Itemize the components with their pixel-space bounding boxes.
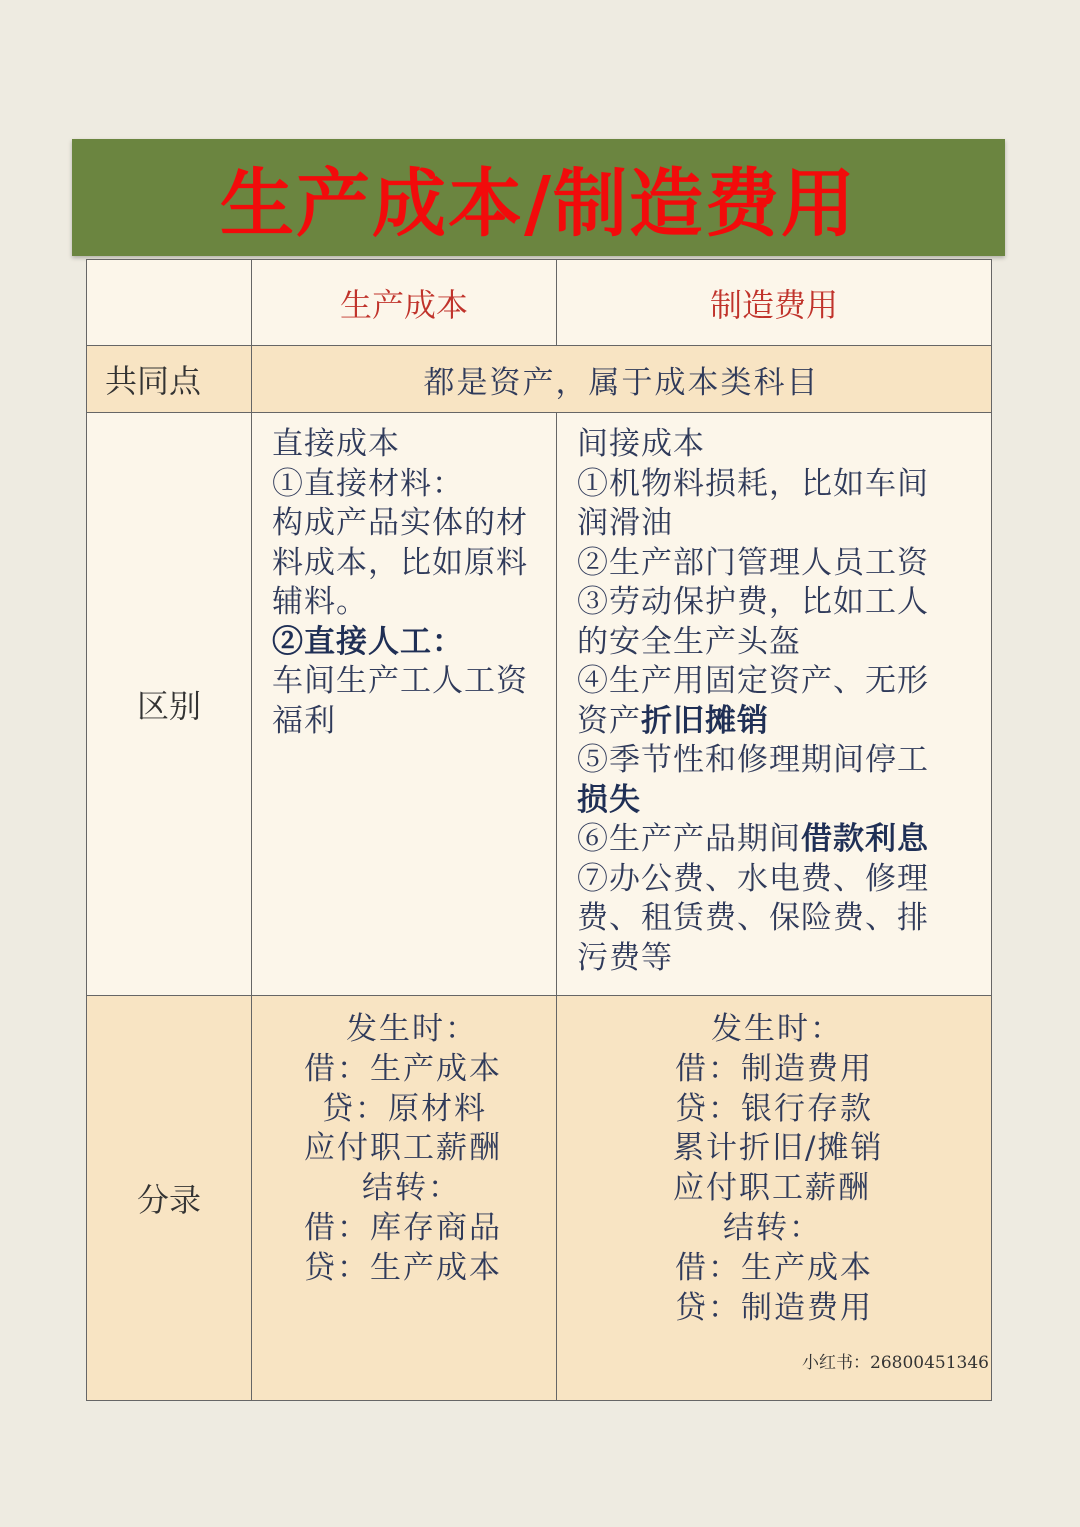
header-corner-cell	[87, 260, 252, 346]
difference-b-text: ⑥生产产品期间	[577, 821, 801, 857]
common-text: 都是资产，属于成本类科目	[252, 346, 992, 413]
entry-line: 累计折旧/摊销	[673, 1130, 884, 1167]
difference-b-bold-text: 损失	[577, 781, 641, 818]
entry-line: 借：生产成本	[304, 1050, 502, 1087]
difference-a-line: ②直接人工：	[272, 623, 464, 660]
difference-a-line: 辅料。	[272, 584, 368, 620]
entry-line: 借：制造费用	[675, 1050, 873, 1087]
difference-b-line	[577, 860, 977, 900]
entry-line: 应付职工薪酬	[673, 1170, 871, 1207]
difference-b-line	[577, 741, 977, 781]
comparison-table	[86, 259, 992, 1401]
page-title: 生产成本/制造费用	[219, 160, 858, 247]
difference-manufacturing-overhead	[557, 413, 992, 996]
common-label: 共同点	[87, 346, 252, 413]
entry-row	[87, 996, 992, 1401]
entry-line: 结转：	[723, 1209, 822, 1246]
difference-b-line	[577, 623, 977, 663]
difference-b-line	[577, 702, 977, 742]
difference-a-line: 车间生产工人工资	[272, 663, 528, 699]
entry-line: 结转：	[362, 1170, 461, 1207]
difference-b-bold-text: 折旧摊销	[641, 702, 769, 739]
header-row	[87, 260, 992, 346]
difference-b-line	[577, 465, 977, 505]
difference-b-text: 的安全生产头盔	[577, 623, 801, 660]
entry-line: 贷：生产成本	[304, 1249, 502, 1286]
entry-line: 贷：原材料	[322, 1090, 487, 1127]
difference-label: 区别	[87, 413, 252, 996]
entry-line: 贷：银行存款	[675, 1090, 873, 1127]
entry-line: 借：库存商品	[304, 1209, 502, 1246]
entry-production-cost	[252, 996, 557, 1401]
difference-b-line	[577, 899, 977, 939]
difference-b-text: 润滑油	[577, 505, 673, 541]
entry-line: 贷：制造费用	[675, 1289, 873, 1326]
difference-b-text: ④生产用固定资产、无形	[577, 663, 929, 699]
title-banner	[72, 139, 1005, 256]
difference-b-text: ①机物料损耗，比如车间	[577, 465, 929, 502]
difference-b-line	[577, 662, 977, 702]
difference-a-line: 料成本，比如原料	[272, 544, 528, 581]
watermark-text: 小红书：26800451346	[802, 1353, 989, 1374]
entry-line: 应付职工薪酬	[304, 1130, 502, 1167]
difference-b-text: 间接成本	[577, 426, 705, 462]
entry-line: 发生时：	[346, 1011, 478, 1047]
difference-row	[87, 413, 992, 996]
difference-b-line	[577, 425, 977, 465]
entry-manufacturing-overhead	[557, 996, 992, 1401]
difference-b-text: ③劳动保护费，比如工人	[577, 584, 929, 620]
header-production-cost: 生产成本	[252, 260, 557, 346]
entry-label: 分录	[87, 996, 252, 1401]
difference-a-line: 构成产品实体的材	[272, 505, 528, 541]
difference-a-line: 直接成本	[272, 426, 400, 462]
difference-b-line	[577, 939, 977, 979]
difference-b-line	[577, 504, 977, 544]
difference-a-line: ①直接材料：	[272, 465, 464, 502]
difference-b-text: ②生产部门管理人员工资	[577, 544, 929, 581]
header-manufacturing-overhead: 制造费用	[557, 260, 992, 346]
difference-b-text: 污费等	[577, 939, 673, 976]
difference-a-line: 福利	[272, 702, 336, 739]
difference-b-line	[577, 583, 977, 623]
difference-b-line	[577, 781, 977, 821]
difference-b-text: ⑤季节性和修理期间停工	[577, 742, 929, 778]
difference-b-text: 资产	[577, 702, 641, 739]
difference-b-line	[577, 544, 977, 584]
difference-b-text: ⑦办公费、水电费、修理	[577, 860, 929, 897]
difference-b-line	[577, 820, 977, 860]
common-row	[87, 346, 992, 413]
difference-b-text: 费、租赁费、保险费、排	[577, 900, 929, 936]
entry-line: 发生时：	[711, 1011, 843, 1047]
difference-production-cost	[252, 413, 557, 996]
difference-b-bold-text: 借款利息	[801, 821, 929, 857]
entry-line: 借：生产成本	[675, 1249, 873, 1286]
